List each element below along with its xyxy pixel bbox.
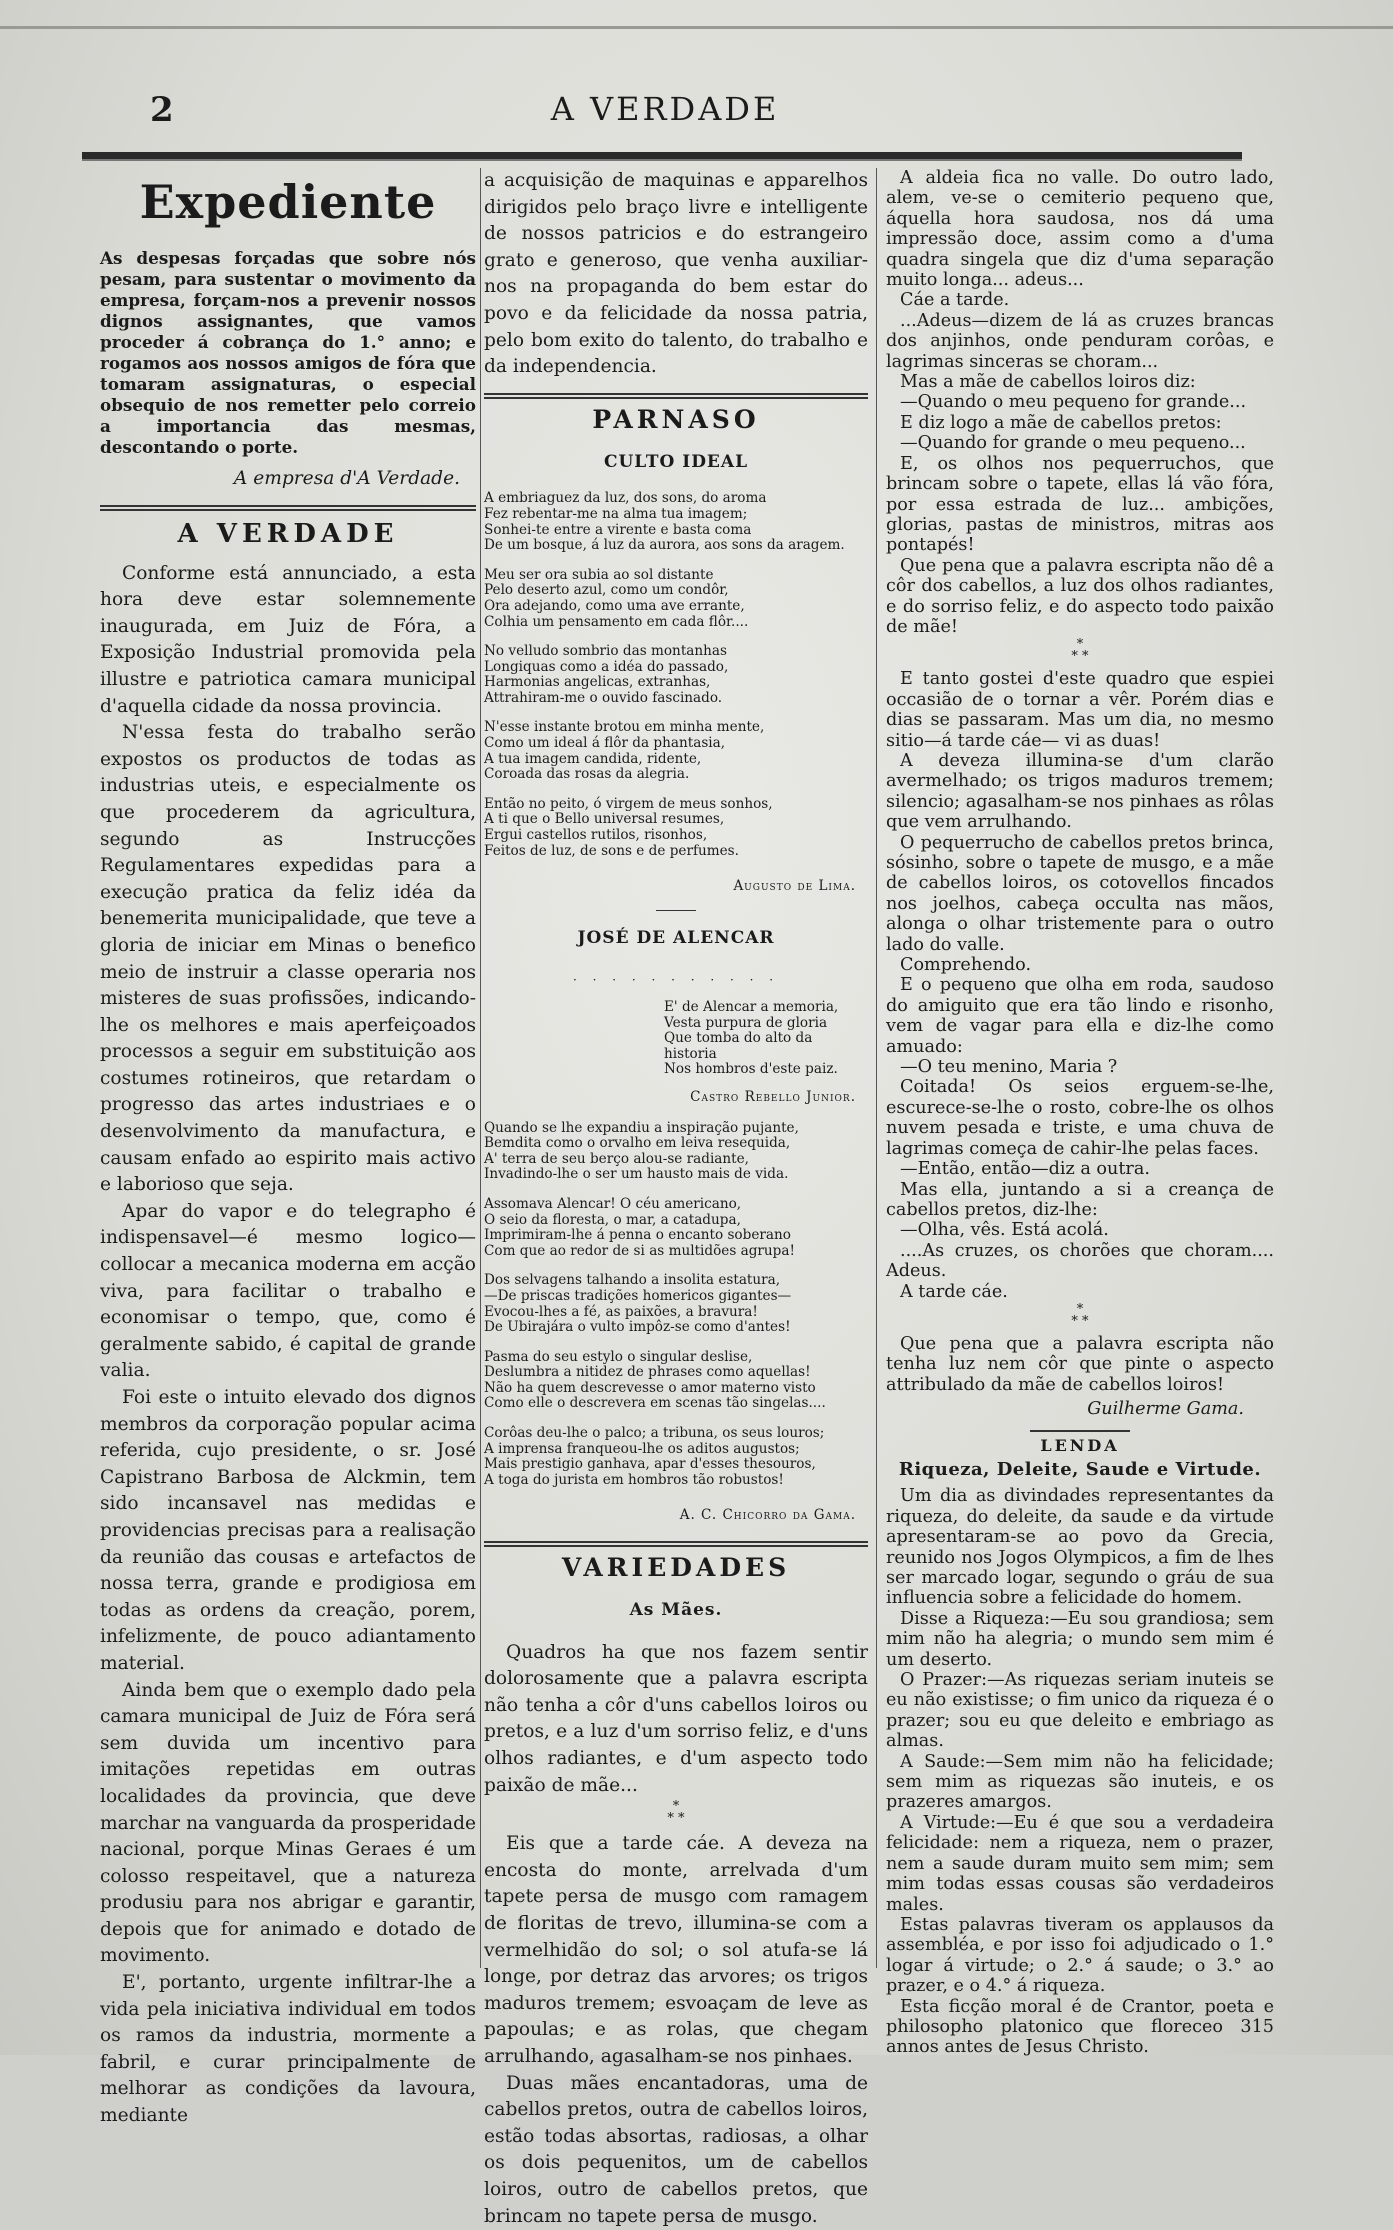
poem-line: Pasma do seu estylo o singular deslise, — [484, 1348, 753, 1365]
poem-line: No velludo sombrio das montanhas — [484, 643, 727, 660]
article-paragraph: Cáe a tarde. — [900, 290, 1010, 311]
header-rule — [82, 152, 1242, 161]
article-paragraph: Ainda bem que o exemplo dado pela camara municipal de Juiz de Fóra será sem duvida um incentivo para imitações repetidas em outras localidades da provincia, que deve marchar na vanguarda da prosperidade nacional, porque Minas Geraes é um colosso respeitavel, que a natureza produsiu para nos abrigar e garantir, depois que for animado e dotado de movimento. — [100, 1679, 476, 1967]
poem-line: Feitos de luz, de sons e de perfumes. — [484, 842, 739, 859]
article-paragraph: A Saude:—Sem mim não ha felicidade; sem mim as riquezas são inuteis, e os prazeres amargos. — [886, 1751, 1274, 1813]
poem-jose-de-alencar — [484, 1121, 868, 1489]
article-paragraph: Que pena que a palavra escripta não dê a côr dos cabellos, a luz dos olhos radiantes, e do sorriso feliz, e do aspecto todo paixão de mãe! — [886, 555, 1274, 637]
poem-stanza — [484, 491, 868, 553]
poem-line: Assomava Alencar! O céu americano, — [484, 1195, 742, 1212]
article-paragraph: E diz logo a mãe de cabellos pretos: — [900, 412, 1222, 433]
article-title: Riqueza, Deleite, Saude e Virtude. — [898, 1458, 1262, 1480]
poem-line: De Ubirajára o vulto impôz-se como d'antes! — [484, 1319, 791, 1336]
poem-line: Vesta purpura de gloria — [664, 1014, 828, 1031]
article-paragraph: O Prazer:—As riquezas seriam inuteis se eu não existisse; o fim unico da riqueza é o prazer; sou eu que deleito e embriago as almas. — [886, 1670, 1274, 1752]
section-title-parnaso: PARNASO — [484, 393, 868, 435]
poem-stanza — [484, 568, 868, 630]
article-paragraph: —Quando for grande o meu pequeno... — [900, 433, 1246, 454]
article-paragraph: Estas palavras tiveram os applausos da assembléa, e por isso foi adjudicado o 1.° logar á virtude; o 2.° á saude; o 3.° ao prazer, e o 4.° á riqueza. — [886, 1914, 1274, 1997]
poem-line: Sonhei-te entre a virente e basta coma — [484, 521, 752, 538]
poem-line: A' terra de seu berço alou-se radiante, — [484, 1150, 749, 1167]
article-paragraph: A aldeia fica no valle. Do outro lado, alem, ve-se o cemiterio pequeno que, áquella hora saudosa, nos dá uma impressão doce, assim como a d'uma quadra singela que diz d'uma separação muito longa... adeus... — [886, 168, 1274, 291]
poem-line: Imprimiram-lhe á penna o encanto soberano — [484, 1227, 791, 1244]
column-separator — [480, 168, 481, 1968]
top-edge-line — [0, 26, 1393, 29]
article-paragraph: Um dia as divindades representantes da riqueza, do deleite, da saude e da virtude apresentaram-se ao povo da Grecia, reunido nos Jogos Olympicos, a fim de lhes ser marcado logar, segundo o gráu de sua influencia sobre a felicidade do homem. — [886, 1486, 1274, 1609]
poem-author: Augusto de Lima. — [733, 878, 856, 895]
column-separator — [876, 168, 877, 1968]
expediente-body: As despesas forçadas que sobre nós pesam, para sustentar o movimento da empresa, forçam-nos a prevenir nossos dignos assignantes, que vamos proceder á cobrança do 1.° anno; e rogamos aos nossos amigos de fóra que tomaram assignaturas, o especial obsequio de nos remetter pelo correio a importancia das mesmas, descontando o porte. — [100, 248, 476, 457]
dotted-divider: · · · · · · · · · · · — [572, 973, 780, 988]
page-header — [90, 90, 1240, 132]
poem-line: Fez rebentar-me na alma tua imagem; — [484, 505, 748, 522]
poem-title: JOSÉ DE ALENCAR — [577, 927, 775, 948]
column-1 — [100, 168, 476, 2130]
poem-line: Attrahiram-me o ouvido fascinado. — [484, 689, 723, 706]
poem-line: Meu ser ora subia ao sol distante — [484, 566, 714, 583]
poem-line: Longiquas como a idéa do passado, — [484, 658, 729, 675]
article-paragraph: Apar do vapor e do telegrapho é indispensavel—é mesmo logico—collocar a mecanica moderna em acção viva, para facilitar o trabalho e economisar o tempo, que, como é geralmente sabido, é capital de grande valia. — [100, 1200, 476, 1382]
asterism: * * * — [1071, 1301, 1089, 1329]
poem-stanza — [484, 1197, 868, 1259]
poem-line: Corôas deu-lhe o palco; a tribuna, os seus louros; — [484, 1425, 825, 1442]
poem-line: Deslumbra a nitidez de phrases como aquellas! — [484, 1364, 811, 1381]
article-paragraph: —Quando o meu pequeno for grande... — [900, 392, 1247, 413]
article-paragraph: E', portanto, urgente infiltrar-lhe a vida pela iniciativa individual em todos os ramos da industria, mormente a fabril, e curar principalmente de melhorar as condições da lavoura, mediante — [100, 1972, 476, 2127]
poem-stanza — [484, 1121, 868, 1183]
article-paragraph: Conforme está annunciado, a esta hora deve estar solemnemente inaugurada, em Juiz de Fóra, a Exposição Industrial promovida pela illustre e patriotica camara municipal d'aquella cidade da nossa provincia. — [100, 562, 476, 717]
section-title-lenda: LENDA — [1030, 1430, 1130, 1456]
poem-line: Nos hombros d'este paiz. — [664, 1061, 838, 1078]
asterism: * * * — [1071, 637, 1089, 665]
poem-line: Coroada das rosas da alegria. — [484, 766, 690, 783]
poem-stanza — [484, 644, 868, 706]
poem-line: —De priscas tradições homericos gigantes— — [484, 1287, 792, 1304]
poem-line: E' de Alencar a memoria, — [664, 999, 839, 1015]
poem-line: A tua imagem candida, ridente, — [484, 750, 702, 767]
poem-line: Ora adejando, como uma ave errante, — [484, 597, 745, 614]
article-signature: Guilherme Gama. — [1087, 1399, 1244, 1420]
poem-line: De um bosque, á luz da aurora, aos sons da aragem. — [484, 537, 845, 554]
article-paragraph: A deveza illumina-se d'um clarão avermelhado; os trigos maduros tremem; silencio; agasalham-se nos pinhaes as rôlas que vem arrulhando. — [886, 750, 1274, 833]
article-paragraph: Mas ella, juntando a si a creança de cabellos pretos, diz-lhe: — [886, 1179, 1274, 1220]
poem-line: Evocou-lhes a fé, as paixões, a bravura! — [484, 1303, 758, 1320]
article-paragraph: Esta ficção moral é de Crantor, poeta e philosopho platonico que floreceo 315 annos antes de Jesus Christo. — [886, 1996, 1274, 2058]
expediente-signature: A empresa d'A Verdade. — [233, 468, 460, 489]
article-paragraph: O pequerrucho de cabellos pretos brinca, sósinho, sobre o tapete de musgo, e a mãe de cabellos loiros, os cotovellos fincados nos joelhos, cabeça occulta nas mãos, alonga o olhar tristemente para o outro lado do valle. — [886, 832, 1274, 955]
poem-line: N'esse instante brotou em minha mente, — [484, 719, 765, 736]
article-paragraph: N'essa festa do trabalho serão expostos os productos de todas as industrias uteis, e especialmente os que procederem da agricultura, segundo as Instrucções Regulamentares expedidas para a execução pratica da feliz idéa da benemerita municipalidade, que teve a gloria de iniciar em Minas o benefico meio de instruir a classe operaria nos misteres de suas profissões, indicando-lhe os melhores e mais aperfeiçoados processos a seguir em substituição aos costumes rotineiros, que retardam o progresso das artes industriaes e o desenvolvimento da manufactura, e causam enfado ao espirito mais activo e laborioso que seja. — [100, 722, 476, 1196]
poem-line: Com que ao redor de si as multidões agrupa! — [484, 1242, 795, 1259]
article-paragraph: A Virtude:—Eu é que sou a verdadeira felicidade: nem a riqueza, nem o prazer, nem a saude duram muito sem mim; sem mim todas essas cousas são verdadeiros males. — [886, 1812, 1274, 1915]
asterism: * * * — [667, 1799, 685, 1827]
newspaper-title: A VERDADE — [550, 90, 780, 128]
article-paragraph: ...Adeus—dizem de lá as cruzes brancas dos anjinhos, onde penduram corôas, e lagrimas sinceras se choram... — [886, 310, 1274, 372]
poem-line: Quando se lhe expandiu a inspiração pujante, — [484, 1119, 799, 1136]
poem-line: O seio da floresta, o mar, a catadupa, — [484, 1211, 741, 1228]
article-paragraph: ....As cruzes, os chorões que choram.... Adeus. — [886, 1240, 1274, 1282]
divider — [656, 910, 696, 911]
article-paragraph: Quadros ha que nos fazem sentir dolorosamente que a palavra escripta não tenha a côr d'uns cabellos loiros ou pretos, e a luz d'um sorriso feliz, e d'uns olhos radiantes, e d'um aspecto todo paixão de mãe... — [484, 1641, 868, 1796]
poem-line: Dos selvagens talhando a insolita estatura, — [484, 1272, 781, 1289]
poem-line: A toga do jurista em hombros tão robustos! — [484, 1471, 784, 1488]
poem-stanza — [484, 1426, 868, 1488]
poem-stanza — [484, 797, 868, 859]
poem-epigraph — [484, 1000, 868, 1078]
article-title: As Mães. — [629, 1600, 723, 1621]
article-paragraph: Coitada! Os seios erguem-se-lhe, escurece-se-lhe o rosto, cobre-lhe os olhos nuvem pesada e triste, e uma chuva de lagrimas começa de cahir-lhe pelas faces. — [886, 1077, 1274, 1159]
article-paragraph: E o pequeno que olha em roda, saudoso do amiguito que era tão lindo e risonho, vem de vagar para ella e diz-lhe como amuado: — [886, 975, 1274, 1057]
section-title-variedades: VARIEDADES — [484, 1541, 868, 1583]
poem-line: Que tomba do alto da historia — [664, 1030, 813, 1062]
article-paragraph: Foi este o intuito elevado dos dignos membros da corporação popular acima referida, cujo presidente, o sr. José Capistrano Barbosa de Alckmin, tem sido incansavel nas medidas e providencias precisas para a realisação da reunião das cousas e artefactos de nossa terra, grande e prodigiosa em todas as ordens da creação, porem, infelizmente, de pouco adiantamento material. — [100, 1387, 476, 1674]
poem-line: Ergui castellos rutilos, risonhos, — [484, 827, 708, 844]
poem-line: Bemdita como o orvalho em leiva resequida, — [484, 1135, 791, 1152]
section-title-a-verdade: A VERDADE — [100, 505, 476, 549]
poem-stanza — [484, 1350, 868, 1412]
expediente-title: Expediente — [139, 175, 437, 229]
poem-title: CULTO IDEAL — [603, 451, 749, 472]
poem-line: Pelo deserto azul, como um condôr, — [484, 582, 729, 599]
poem-author: A. C. Chicorro da Gama. — [679, 1507, 856, 1524]
article-paragraph: —Então, então—diz a outra. — [900, 1159, 1150, 1180]
article-paragraph: Mas a mãe de cabellos loiros diz: — [900, 372, 1196, 393]
poem-line: Como elle o descrevera em scenas tão singelas.... — [484, 1395, 826, 1412]
poem-stanza — [484, 1273, 868, 1335]
article-paragraph: Duas mães encantadoras, uma de cabellos pretos, outra de cabellos loiros, estão todas absortas, radiosas, a olhar os dois pequenitos, um de cabellos loiros, outro de cabellos pretos, que brincam no tapete persa de musgo. — [484, 2072, 868, 2227]
article-paragraph: —Olha, vês. Está acolá. — [900, 1220, 1109, 1241]
poem-line: Invadindo-lhe o ser um hausto mais de vida. — [484, 1166, 789, 1183]
poem-line: Como um ideal á flôr da phantasia, — [484, 735, 726, 752]
poem-stanza — [484, 720, 868, 782]
poem-culto-ideal — [484, 491, 868, 859]
column-2 — [484, 168, 868, 2230]
article-paragraph: Disse a Riqueza:—Eu sou grandiosa; sem mim não ha alegria; o mundo sem mim é um deserto. — [886, 1608, 1274, 1670]
page-number: 2 — [150, 90, 174, 130]
poem-line: A ti que o Bello universal resumes, — [484, 811, 725, 828]
column-3 — [886, 168, 1274, 2058]
article-paragraph: E tanto gostei d'este quadro que espiei occasião de o tornar a vêr. Porém dias e dias se passaram. Mas um dia, no mesmo sitio—á tarde cáe— vi as duas! — [886, 669, 1274, 751]
poem-line: Mais prestigio ganhava, apar d'esses thesouros, — [484, 1456, 816, 1473]
article-paragraph: A tarde cáe. — [900, 1281, 1008, 1302]
article-paragraph: Comprehendo. — [900, 955, 1032, 976]
poem-line: A embriaguez da luz, dos sons, do aroma — [484, 490, 767, 507]
poem-line: Não ha quem descrevesse o amor materno visto — [484, 1379, 816, 1396]
article-continuation: a acquisição de maquinas e apparelhos dirigidos pelo braço livre e intelligente de nossos patricios e do estrangeiro grato e generoso, que venha auxiliar-nos na propaganda do bem estar do povo e da felicidade da nossa patria, pelo bom exito do talento, do trabalho e da independencia. — [484, 170, 868, 378]
poem-line: A imprensa franqueou-lhe os aditos augustos; — [484, 1440, 800, 1457]
poem-line: Então no peito, ó virgem de meus sonhos, — [484, 795, 773, 812]
poem-line: Colhia um pensamento em cada flôr.... — [484, 613, 749, 630]
article-paragraph: E, os olhos nos pequerruchos, que brincam sobre o tapete, ellas lá vão fóra, por essa estrada de luz... ambições, glorias, pastas de ministros, mitras aos pontapés! — [886, 453, 1274, 556]
poem-line: Harmonias angelicas, extranhas, — [484, 674, 711, 691]
article-paragraph: Eis que a tarde cáe. A deveza na encosta do monte, arrelvada d'um tapete persa de musgo com ramagem de floritas de trevo, illumina-se com a vermelhidão do sol; o sol atufa-se lá longe, por detraz das arvores; os trigos maduros tremem; esvoaçam de leve as papoulas; e as rolas, que chegam arrulhando, agasalham-se nos pinhaes. — [484, 1833, 868, 2067]
article-paragraph: Que pena que a palavra escripta não tenha luz nem côr que pinte o aspecto attribulado da mãe de cabellos loiros! — [886, 1333, 1274, 1395]
epigraph-author: Castro Rebello Junior. — [690, 1088, 856, 1105]
article-paragraph: —O teu menino, Maria ? — [900, 1057, 1118, 1078]
